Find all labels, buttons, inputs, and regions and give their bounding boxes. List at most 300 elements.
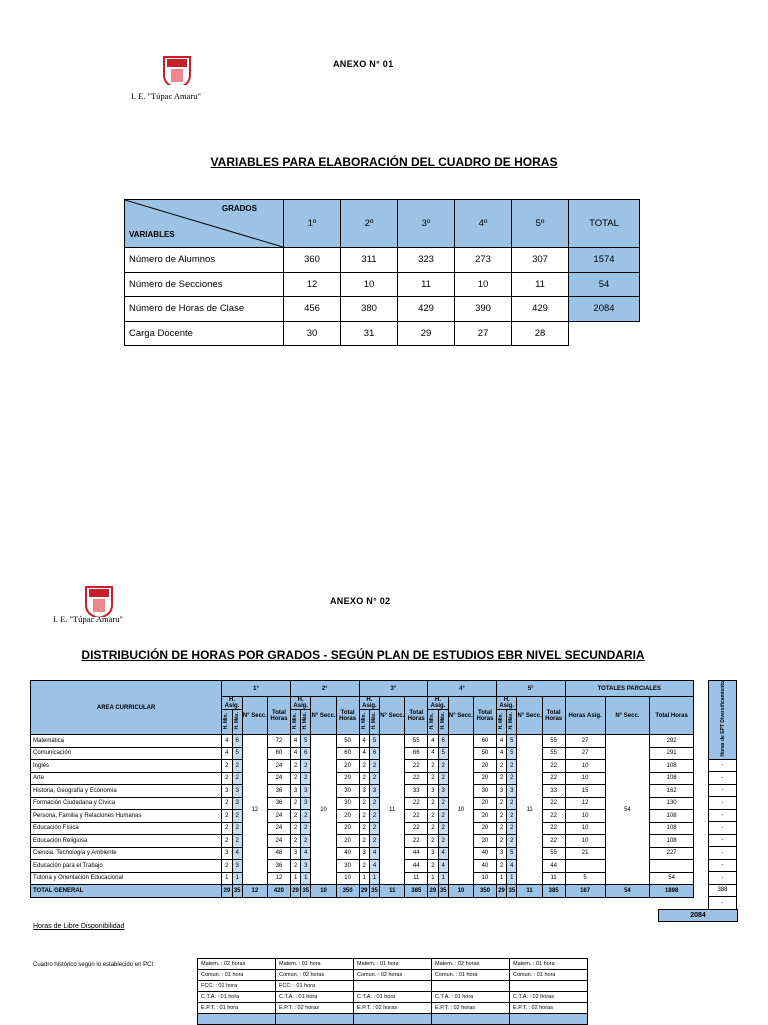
- hmax-cell: 2: [438, 760, 448, 773]
- table-row: [31, 860, 694, 873]
- table-row: [31, 872, 694, 885]
- total-hours-cell: 20: [336, 772, 359, 785]
- hmax-header: H. Máx.: [233, 712, 240, 730]
- ept-header: Horas de EPT Diversificamiento: [719, 681, 726, 757]
- hasig-header: H. Asig.: [290, 697, 311, 710]
- hmax-cell: 1: [369, 872, 379, 885]
- hmin-cell: 2: [428, 810, 438, 823]
- hasig-header: H. Asig.: [428, 697, 449, 710]
- hmax-cell: 2: [232, 810, 242, 823]
- libre-disponibilidad-label: Horas de Libre Disponibilidad: [33, 923, 125, 930]
- area-header: AREA CURRICULAR: [31, 681, 222, 735]
- hmin-cell: 2: [290, 860, 300, 873]
- hmin-cell: 1: [496, 872, 506, 885]
- annex-1-label: ANEXO N° 01: [333, 59, 394, 69]
- hmin-cell: 2: [222, 810, 232, 823]
- hmax-cell: 2: [369, 797, 379, 810]
- hmin-cell: 2: [428, 760, 438, 773]
- area-name: Ciencia, Tecnología y Ambiente: [31, 847, 222, 860]
- grade-header: 2°: [290, 681, 359, 697]
- hmin-cell: 1: [290, 872, 300, 885]
- tp-horas-cell: [565, 860, 605, 873]
- total-row: [31, 885, 694, 898]
- diagonal-header-cell: [125, 200, 284, 248]
- total-cell: 29: [222, 885, 232, 898]
- school-name: I. E. "Túpac Amaru": [131, 91, 201, 101]
- hmax-cell: 4: [507, 860, 517, 873]
- hmax-cell: 6: [369, 747, 379, 760]
- ept-cell: -: [709, 859, 737, 872]
- history-cell: Comun. : 01 hora: [510, 970, 588, 981]
- total-cell: 54: [569, 272, 640, 297]
- history-row: [198, 992, 588, 1003]
- hmin-cell: 2: [222, 860, 232, 873]
- history-cell: C.T.A. : 01 hora: [198, 992, 276, 1003]
- tp-total-cell: 292: [650, 735, 694, 748]
- total-hours-cell: 22: [405, 772, 428, 785]
- hmin-cell: 1: [359, 872, 369, 885]
- hmax-cell: 4: [232, 847, 242, 860]
- hmin-cell: 3: [428, 785, 438, 798]
- total-cell: 385: [405, 885, 428, 898]
- total-cell: 10: [311, 885, 336, 898]
- total-header: TOTAL: [569, 200, 640, 248]
- hmax-cell: 1: [507, 872, 517, 885]
- total-hours-cell: 33: [405, 785, 428, 798]
- history-cell: C.T.A. : 02 horas: [510, 992, 588, 1003]
- hmax-cell: 4: [369, 860, 379, 873]
- history-cell: [510, 981, 588, 992]
- ept-cell: -: [709, 797, 737, 810]
- cell: 29: [398, 321, 455, 346]
- row-label: Carga Docente: [125, 321, 284, 346]
- hmin-cell: 2: [496, 772, 506, 785]
- tp-total-cell: 227: [650, 847, 694, 860]
- cell: 307: [512, 248, 569, 273]
- annex-1-title: VARIABLES PARA ELABORACIÓN DEL CUADRO DE HORAS: [210, 155, 558, 169]
- hmin-cell: 3: [428, 847, 438, 860]
- total-cell: 11: [380, 885, 405, 898]
- history-cell: Comun. : 01 hora: [198, 970, 276, 981]
- table-row: [31, 822, 694, 835]
- area-name: Arte: [31, 772, 222, 785]
- hasig-header: H. Asig.: [496, 697, 517, 710]
- hmin-header: H. Mín.: [360, 712, 367, 730]
- total-hours-cell: 11: [542, 872, 565, 885]
- hmax-cell: 2: [232, 822, 242, 835]
- history-cell: Comun. : 02 horas: [354, 970, 432, 981]
- cell: 12: [284, 272, 341, 297]
- total-hours-cell: 22: [405, 797, 428, 810]
- total-hours-cell: 48: [267, 847, 290, 860]
- history-row: [198, 970, 588, 981]
- hmin-cell: 1: [428, 872, 438, 885]
- history-cell: Matem. : 01 hora: [276, 959, 354, 970]
- total-hours-cell: 44: [405, 860, 428, 873]
- total-hours-cell: 22: [405, 810, 428, 823]
- totals-header: TOTALES PARCIALES: [565, 681, 693, 697]
- tp-horas-cell: 27: [565, 747, 605, 760]
- variables-header: VARIABLES: [129, 230, 175, 239]
- hmin-cell: 2: [359, 772, 369, 785]
- tp-horas-header: Horas Asig.: [565, 697, 605, 735]
- hmax-cell: 2: [507, 772, 517, 785]
- hmax-cell: 2: [438, 822, 448, 835]
- nsecc-cell: 11: [517, 735, 542, 885]
- grade-header: 1°: [222, 681, 291, 697]
- total-hours-cell: 55: [405, 735, 428, 748]
- table-row: [31, 760, 694, 773]
- history-row: [198, 981, 588, 992]
- table-row: [125, 272, 640, 297]
- hmin-cell: 3: [359, 847, 369, 860]
- total-hours-cell: 22: [542, 810, 565, 823]
- hmin-cell: 4: [496, 735, 506, 748]
- total-hours-cell: 20: [336, 822, 359, 835]
- total-hours-cell: 36: [267, 860, 290, 873]
- total-hours-cell: 12: [267, 872, 290, 885]
- table-row: [31, 797, 694, 810]
- distribution-table: [30, 680, 694, 898]
- empty-cell: [569, 321, 640, 346]
- total-hours-cell: 20: [336, 810, 359, 823]
- variables-table: [124, 199, 640, 346]
- hmax-cell: 1: [438, 872, 448, 885]
- hmin-cell: 2: [428, 772, 438, 785]
- hmin-cell: 4: [428, 747, 438, 760]
- table-row: [31, 747, 694, 760]
- tp-horas-cell: 10: [565, 760, 605, 773]
- hmax-cell: 3: [301, 785, 311, 798]
- hmax-cell: 5: [369, 735, 379, 748]
- annex-2-title: DISTRIBUCIÓN DE HORAS POR GRADOS - SEGÚN PLAN DE ESTUDIOS EBR NIVEL SECUNDARIA: [81, 648, 645, 662]
- hmax-cell: 2: [369, 835, 379, 848]
- hmin-cell: 2: [290, 835, 300, 848]
- table-row: [31, 847, 694, 860]
- hmax-cell: 4: [369, 847, 379, 860]
- tp-total-cell: 130: [650, 797, 694, 810]
- history-cell: C.T.A. : 01 hora: [432, 992, 510, 1003]
- table-row: [31, 772, 694, 785]
- hmax-cell: 2: [369, 760, 379, 773]
- total-header: Total Horas: [474, 697, 497, 735]
- total-hours-cell: 60: [267, 747, 290, 760]
- nsecc-cell: 12: [242, 735, 267, 885]
- hmax-cell: 5: [438, 747, 448, 760]
- cell: 10: [455, 272, 512, 297]
- hmax-cell: 2: [507, 810, 517, 823]
- total-cell: 35: [507, 885, 517, 898]
- row-label: Número de Horas de Clase: [125, 297, 284, 322]
- hmin-cell: 4: [496, 747, 506, 760]
- hmax-cell: 2: [301, 822, 311, 835]
- history-cell: FCC: : 01 hora: [198, 981, 276, 992]
- total-hours-cell: 44: [405, 847, 428, 860]
- total-hours-cell: 20: [474, 797, 497, 810]
- cell: 429: [512, 297, 569, 322]
- tp-horas-cell: 12: [565, 797, 605, 810]
- grados-header: GRADOS: [221, 204, 257, 213]
- total-hours-cell: 24: [267, 772, 290, 785]
- table-row: [125, 297, 640, 322]
- grade-header: 5°: [496, 681, 565, 697]
- total-hours-cell: 50: [336, 735, 359, 748]
- historical-table: [197, 958, 588, 1025]
- hmin-cell: 4: [222, 747, 232, 760]
- hmin-cell: 2: [428, 822, 438, 835]
- total-hours-cell: 30: [336, 785, 359, 798]
- total-hours-cell: 20: [474, 822, 497, 835]
- hmax-cell: 3: [232, 860, 242, 873]
- total-hours-cell: 30: [336, 797, 359, 810]
- cell: 11: [512, 272, 569, 297]
- hmax-cell: 3: [301, 860, 311, 873]
- total-cell: 35: [369, 885, 379, 898]
- total-hours-cell: 22: [405, 822, 428, 835]
- hmax-header: H. Máx.: [439, 712, 446, 730]
- hmax-cell: 6: [438, 735, 448, 748]
- cell: 27: [455, 321, 512, 346]
- hmin-cell: 2: [290, 810, 300, 823]
- total-hours-cell: 20: [474, 760, 497, 773]
- total-hours-cell: 20: [474, 810, 497, 823]
- hmax-cell: 4: [438, 847, 448, 860]
- tp-nsecc-header: N° Secc.: [605, 697, 650, 735]
- hasig-header: H. Asig.: [222, 697, 243, 710]
- hmax-cell: 2: [369, 810, 379, 823]
- area-name: Educación Física: [31, 822, 222, 835]
- hmin-cell: 2: [359, 810, 369, 823]
- nsecc-header: N° Secc.: [242, 697, 267, 735]
- ept-cell: -: [709, 809, 737, 822]
- hmax-cell: 3: [232, 785, 242, 798]
- tp-total-cell: 162: [650, 785, 694, 798]
- tp-total-cell: 108: [650, 822, 694, 835]
- total-hours-cell: 44: [542, 860, 565, 873]
- history-cell: Matem. : 02 horas: [432, 959, 510, 970]
- hmin-cell: 2: [222, 772, 232, 785]
- tp-total-cell: 108: [650, 760, 694, 773]
- tp-total-cell: 108: [650, 772, 694, 785]
- hmin-cell: 2: [496, 797, 506, 810]
- history-cell: [432, 1014, 510, 1025]
- hmax-cell: 5: [507, 735, 517, 748]
- history-cell: E.P.T. : 01 hora: [198, 1003, 276, 1014]
- hmin-cell: 2: [222, 822, 232, 835]
- total-cell: 12: [242, 885, 267, 898]
- hmax-cell: 4: [301, 847, 311, 860]
- area-name: Inglés: [31, 760, 222, 773]
- hmax-cell: 5: [507, 847, 517, 860]
- hmin-cell: 2: [428, 835, 438, 848]
- hmax-cell: 4: [438, 860, 448, 873]
- history-cell: E.P.T. : 02 horas: [276, 1003, 354, 1014]
- hmin-cell: 2: [290, 797, 300, 810]
- hmax-cell: 3: [507, 785, 517, 798]
- tp-horas-cell: 10: [565, 835, 605, 848]
- cell: 360: [284, 248, 341, 273]
- total-hours-cell: 40: [474, 860, 497, 873]
- cell: 323: [398, 248, 455, 273]
- grade-header: 5º: [512, 200, 569, 248]
- total-hours-cell: 72: [267, 735, 290, 748]
- hmin-header: H. Mín.: [292, 712, 299, 730]
- hmax-cell: 2: [301, 835, 311, 848]
- total-header: Total Horas: [267, 697, 290, 735]
- history-cell: E.P.T. : 02 horas: [432, 1003, 510, 1014]
- total-hours-cell: 24: [267, 810, 290, 823]
- total-hours-cell: 24: [267, 760, 290, 773]
- ept-cell: -: [709, 759, 737, 772]
- total-cell: 2084: [569, 297, 640, 322]
- total-hours-cell: 55: [542, 747, 565, 760]
- tp-horas-cell: 27: [565, 735, 605, 748]
- total-cell: 35: [232, 885, 242, 898]
- tp-total-header: Total Horas: [650, 697, 694, 735]
- history-cell: [354, 1014, 432, 1025]
- total-hours-cell: 24: [267, 822, 290, 835]
- hmin-cell: 3: [496, 847, 506, 860]
- hmax-cell: 2: [232, 760, 242, 773]
- cell: 429: [398, 297, 455, 322]
- area-name: Historia, Geografía y Economía: [31, 785, 222, 798]
- total-header: Total Horas: [542, 697, 565, 735]
- area-name: Educación Religiosa: [31, 835, 222, 848]
- nsecc-header: N° Secc.: [517, 697, 542, 735]
- tp-total-cell: 108: [650, 835, 694, 848]
- history-row: [198, 1003, 588, 1014]
- total-hours-cell: 55: [542, 735, 565, 748]
- history-cell: Matem. : 02 horas: [198, 959, 276, 970]
- total-cell: 1574: [569, 248, 640, 273]
- hmax-cell: 2: [507, 835, 517, 848]
- history-cell: C.T.A. : 01 hora: [276, 992, 354, 1003]
- hmax-cell: 2: [301, 772, 311, 785]
- total-hours-cell: 22: [542, 822, 565, 835]
- total-hours-cell: 22: [542, 772, 565, 785]
- hmin-cell: 4: [290, 747, 300, 760]
- ept-column: [708, 680, 737, 922]
- nsecc-header: N° Secc.: [448, 697, 473, 735]
- hmax-cell: 5: [232, 747, 242, 760]
- grand-total-box: 2084: [658, 909, 738, 922]
- hmin-cell: 4: [359, 735, 369, 748]
- total-cell: 350: [336, 885, 359, 898]
- total-hours-cell: 60: [336, 747, 359, 760]
- table-row: [31, 835, 694, 848]
- area-name: Tutoría y Orientación Educacional: [31, 872, 222, 885]
- ept-cell: -: [709, 822, 737, 835]
- grade-header: 2º: [341, 200, 398, 248]
- tp-total-cell: [650, 860, 694, 873]
- total-hours-cell: 30: [336, 860, 359, 873]
- hmax-cell: 2: [507, 760, 517, 773]
- hmin-cell: 2: [496, 760, 506, 773]
- total-cell: 420: [267, 885, 290, 898]
- hmax-cell: 2: [438, 835, 448, 848]
- hmax-cell: 1: [232, 872, 242, 885]
- ept-cell: -: [709, 872, 737, 885]
- total-hours-cell: 30: [474, 785, 497, 798]
- table-row: [31, 810, 694, 823]
- cell: 11: [398, 272, 455, 297]
- annex-2-label: ANEXO N° 02: [330, 596, 391, 606]
- hmin-header: H. Mín.: [223, 712, 230, 730]
- row-label: Número de Alumnos: [125, 248, 284, 273]
- tp-total-cell: 167: [565, 885, 605, 898]
- history-cell: E.P.T. : 02 horas: [510, 1003, 588, 1014]
- tp-horas-cell: 10: [565, 822, 605, 835]
- hmin-cell: 2: [359, 822, 369, 835]
- hmax-cell: 2: [438, 810, 448, 823]
- hmin-cell: 3: [290, 785, 300, 798]
- hmax-cell: 3: [232, 797, 242, 810]
- total-hours-cell: 11: [405, 872, 428, 885]
- total-hours-cell: 24: [267, 835, 290, 848]
- school-logo: [162, 55, 192, 90]
- hmin-cell: 2: [290, 760, 300, 773]
- hmin-cell: 2: [222, 835, 232, 848]
- total-hours-cell: 22: [542, 760, 565, 773]
- hmax-cell: 6: [232, 735, 242, 748]
- cell: 28: [512, 321, 569, 346]
- hmin-cell: 3: [222, 847, 232, 860]
- total-cell: 29: [496, 885, 506, 898]
- hmax-cell: 2: [232, 835, 242, 848]
- history-row: [198, 959, 588, 970]
- hmax-cell: 3: [438, 785, 448, 798]
- history-cell: [198, 1014, 276, 1025]
- hmax-header: H. Máx.: [508, 712, 515, 730]
- nsecc-header: N° Secc.: [311, 697, 336, 735]
- table-row: [125, 321, 640, 346]
- hmin-cell: 2: [359, 835, 369, 848]
- hmax-header: H. Máx.: [302, 712, 309, 730]
- total-cell: 29: [290, 885, 300, 898]
- tp-total-cell: 54: [605, 885, 650, 898]
- hmin-cell: 2: [496, 822, 506, 835]
- hmin-cell: 3: [222, 785, 232, 798]
- grade-header: 4º: [455, 200, 512, 248]
- hmax-cell: 1: [301, 872, 311, 885]
- hmin-cell: 2: [496, 860, 506, 873]
- total-hours-cell: 22: [405, 835, 428, 848]
- hmin-header: H. Mín.: [429, 712, 436, 730]
- total-cell: 385: [542, 885, 565, 898]
- hmin-cell: 2: [222, 760, 232, 773]
- grade-header: 1º: [284, 200, 341, 248]
- hmin-cell: 2: [290, 822, 300, 835]
- total-hours-cell: 36: [267, 785, 290, 798]
- table-row: [31, 735, 694, 748]
- tp-horas-cell: 5: [565, 872, 605, 885]
- history-cell: Comun. : 01 hora: [432, 970, 510, 981]
- area-name: Matemática: [31, 735, 222, 748]
- total-hours-cell: 20: [336, 760, 359, 773]
- hmin-cell: 2: [290, 772, 300, 785]
- hmax-cell: 2: [507, 797, 517, 810]
- total-cell: 350: [474, 885, 497, 898]
- hmin-header: H. Mín.: [498, 712, 505, 730]
- school-name: I. E. "Túpac Amaru": [53, 614, 123, 624]
- area-name: Persona, Familia y Relaciones Humanas: [31, 810, 222, 823]
- total-hours-cell: 22: [542, 835, 565, 848]
- cell: 273: [455, 248, 512, 273]
- hmin-cell: 3: [359, 785, 369, 798]
- history-cell: Comun. : 02 horas: [276, 970, 354, 981]
- hasig-header: H. Asig.: [359, 697, 380, 710]
- ept-cell: -: [709, 772, 737, 785]
